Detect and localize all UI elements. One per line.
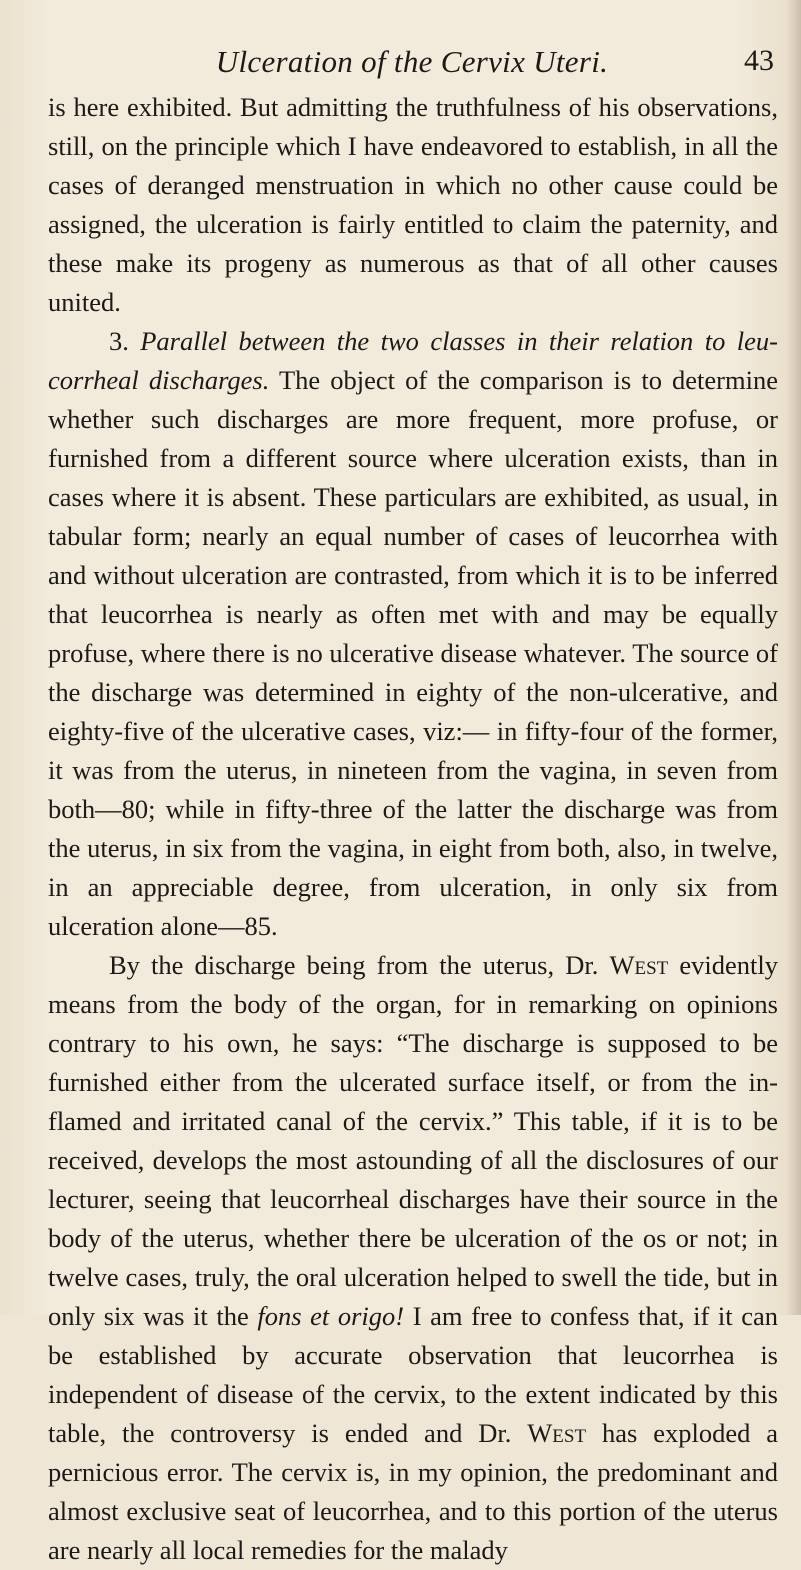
author-name-west-2: West bbox=[527, 1418, 587, 1448]
running-title: Ulceration of the Cervix Uteri. bbox=[215, 44, 609, 79]
paragraph-2-text: The object of the comparison is to determine whether such discharges are more frequent, more profuse, or furnished from a different source where ulceration exists, than in cases where it is absent. These particulars are exhibited, as usual, in tabular form; nearly an equal number of cases of leucorrhea with and without ulceration are contrasted, from which it is to be inferred that leucorrhea is nearly as often met with and may be equally profuse, where there is no ulcerative disease whatever. The source of the discharge was determined in eighty of the non-ulcerative, and eighty-five of the ulcerative cases, viz:— in fifty-four of the former, it was from the uterus, in nineteen from the vagina, in seven from both—80; while in fifty-three of the latter the discharge was from the uterus, in six from the vagina, in eight from both, also, in twelve, in an appreciable degree, from ulceration, in only six from ulceration alone—85. bbox=[48, 365, 778, 941]
paragraph-3-text-b: evidently means from the body of the organ, for in remarking on opinions contrary to his own, he says: “The discharge is supposed to be furnished either from the ulcerated surface itself, or from the inflamed and irritated canal of the cervix.” This table, if it is to be received, develops the most astounding of all the disclosures of our lecturer, seeing that leucorrheal discharges have their source in the body of the uterus, whether there be ulceration of the os or not; in twelve cases, truly, the oral ulceration helped to swell the tide, but in only six was it the bbox=[48, 950, 778, 1331]
paragraph-3 bbox=[48, 946, 778, 1570]
paragraph-1-text: is here exhibited. But admitting the truthfulness of his observations, still, on the principle which I have endeavored to establish, in all the cases of deranged menstruation in which no other cause could be assigned, the ulceration is fairly entitled to claim the paternity, and these make its progeny as numerous as that of all other causes united. bbox=[48, 92, 778, 317]
paragraph-3-text-a: By the discharge being from the uterus, Dr. bbox=[108, 950, 610, 980]
body-text bbox=[48, 88, 778, 1570]
page-number: 43 bbox=[744, 44, 774, 77]
running-head bbox=[48, 30, 776, 79]
paragraph-3-text-c: I am free to confess that, if it can be established by accurate observation that leucorrhea is independent of disease of the cervix, to the extent indicated by this table, the controversy is ended and Dr. bbox=[48, 1301, 778, 1448]
page-edge-shadow bbox=[787, 0, 801, 1315]
section-heading: Parallel between the two classes in their relation to leucorrheal discharges. bbox=[48, 326, 778, 395]
paragraph-1 bbox=[48, 88, 778, 322]
latin-phrase: fons et origo! bbox=[257, 1301, 405, 1331]
section-number: 3. bbox=[108, 326, 129, 356]
author-name-west: West bbox=[609, 950, 669, 980]
paragraph-3-text-d: has exploded a pernicious error. The cervix is, in my opinion, the predominant and almost exclusive seat of leucorrhea, and to this portion of the uterus are nearly all local remedies for the malady bbox=[48, 1418, 778, 1565]
paragraph-2 bbox=[48, 322, 778, 946]
